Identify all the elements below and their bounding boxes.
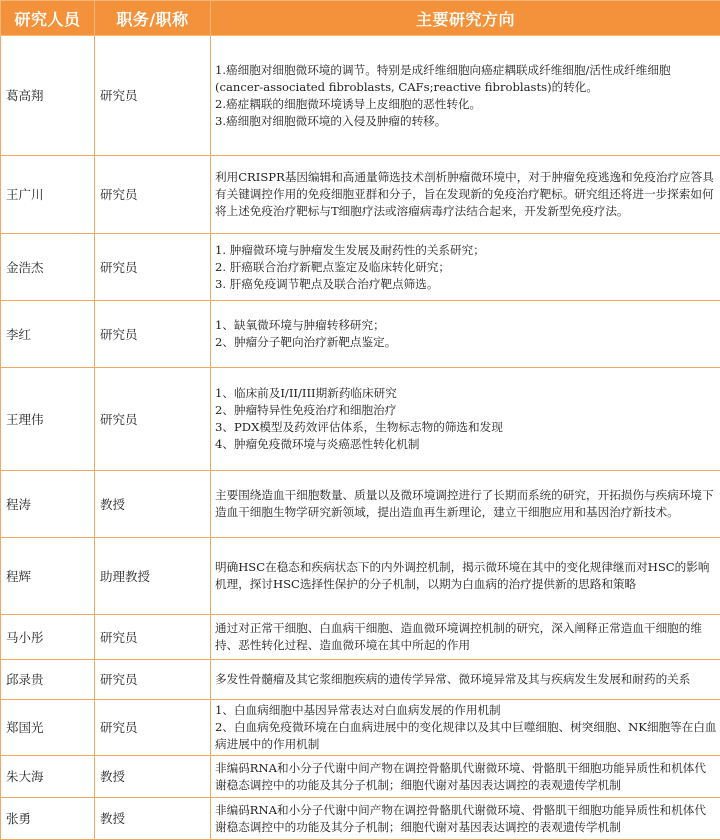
table-row <box>1 156 720 234</box>
research-direction <box>211 36 720 156</box>
researcher-name: 朱大海 <box>1 756 95 798</box>
researcher-name: 金浩杰 <box>1 234 95 301</box>
researcher-title: 教授 <box>95 756 211 798</box>
table-row <box>1 301 720 368</box>
research-item: 2、肿瘤分子靶向治疗新靶点鉴定。 <box>215 334 717 351</box>
header-position: 职务/职称 <box>95 1 211 36</box>
research-item: 3、PDX模型及药效评估体系，生物标志物的筛选和发现 <box>215 419 717 436</box>
researcher-name: 李红 <box>1 301 95 368</box>
research-direction <box>211 615 720 660</box>
research-item: 1、临床前及I/II/III期新药临床研究 <box>215 385 717 402</box>
research-direction <box>211 471 720 538</box>
table-row <box>1 756 720 798</box>
research-item: 1、缺氧微环境与肿瘤转移研究； <box>215 317 717 334</box>
research-item: 明确HSC在稳态和疾病状态下的内外调控机制，揭示微环境在其中的变化规律继而对HSC的影响机理，探讨HSC选择性保护的分子机制，以期为白血病的治疗提供新的思路和策略 <box>215 559 717 593</box>
research-direction <box>211 234 720 301</box>
header-researcher: 研究人员 <box>1 1 95 36</box>
table-row <box>1 471 720 538</box>
researcher-title: 研究员 <box>95 660 211 700</box>
research-item: 通过对正常干细胞、白血病干细胞、造血微环境调控机制的研究，深入阐释正常造血干细胞的维持、恶性转化过程、造血微环境在其中所起的作用 <box>215 620 717 654</box>
researcher-title: 教授 <box>95 798 211 840</box>
researcher-title: 教授 <box>95 471 211 538</box>
table-row <box>1 234 720 301</box>
researcher-name: 马小彤 <box>1 615 95 660</box>
researcher-name: 郑国光 <box>1 700 95 756</box>
researcher-title: 研究员 <box>95 301 211 368</box>
table-row <box>1 798 720 840</box>
researcher-name: 邱录贵 <box>1 660 95 700</box>
research-item: 2. 肝癌联合治疗新靶点鉴定及临床转化研究； <box>215 259 717 276</box>
researcher-title: 研究员 <box>95 368 211 471</box>
table-row <box>1 36 720 156</box>
research-direction <box>211 798 720 840</box>
research-direction <box>211 756 720 798</box>
research-direction <box>211 538 720 615</box>
table-header-row <box>1 1 720 36</box>
research-item: 利用CRISPR基因编辑和高通量筛选技术剖析肿瘤微环境中，对于肿瘤免疫逃逸和免疫治疗应答具有关键调控作用的免疫细胞亚群和分子，旨在发现新的免疫治疗靶标。研究组还将进一步探索如何将上述免疫治疗靶标与T细胞疗法或溶瘤病毒疗法结合起来，开发新型免疫疗法。 <box>215 169 717 220</box>
research-item: 4、肿瘤免疫微环境与炎癌恶性转化机制 <box>215 436 717 453</box>
researcher-name: 程辉 <box>1 538 95 615</box>
researcher-title: 研究员 <box>95 700 211 756</box>
table-row <box>1 660 720 700</box>
researcher-title: 研究员 <box>95 234 211 301</box>
research-item: 2、白血病免疫微环境在白血病进展中的变化规律以及其中巨噬细胞、树突细胞、NK细胞等在白血病进展中的作用机制 <box>215 719 717 753</box>
research-item: 3.癌细胞对细胞微环境的入侵及肿瘤的转移。 <box>215 113 717 130</box>
researcher-name: 葛高翔 <box>1 36 95 156</box>
researcher-title: 研究员 <box>95 36 211 156</box>
research-item: 1、白血病细胞中基因异常表达对白血病发展的作用机制 <box>215 702 717 719</box>
research-direction <box>211 660 720 700</box>
researcher-title: 研究员 <box>95 156 211 234</box>
researcher-title: 助理教授 <box>95 538 211 615</box>
research-item: 2、肿瘤特异性免疫治疗和细胞治疗 <box>215 402 717 419</box>
research-item: 多发性骨髓瘤及其它浆细胞疾病的遗传学异常、微环境异常及其与疾病发生发展和耐药的关系 <box>215 671 717 688</box>
research-item: 非编码RNA和小分子代谢中间产物在调控骨骼肌代谢微环境、骨骼肌干细胞功能异质性和机体代谢稳态调控中的功能及其分子机制；细胞代谢对基因表达调控的表观遗传学机制 <box>215 802 717 836</box>
researcher-name: 程涛 <box>1 471 95 538</box>
table-row <box>1 368 720 471</box>
research-direction <box>211 700 720 756</box>
table-row <box>1 700 720 756</box>
research-item: 1. 肿瘤微环境与肿瘤发生发展及耐药性的关系研究； <box>215 242 717 259</box>
researcher-name: 张勇 <box>1 798 95 840</box>
header-research-direction: 主要研究方向 <box>211 1 720 36</box>
research-item: 1.癌细胞对细胞微环境的调节。特别是成纤维细胞向癌症耦联成纤维细胞/活性成纤维细胞(cancer-associated fibroblasts, CAFs;reactive fibroblasts)的转化。 <box>215 62 717 96</box>
researcher-name: 王广川 <box>1 156 95 234</box>
research-item: 主要围绕造血干细胞数量、质量以及微环境调控进行了长期而系统的研究，开拓损伤与疾病环境下造血干细胞生物学研究新领域，提出造血再生新理论，建立干细胞应用和基因治疗新技术。 <box>215 487 717 521</box>
research-direction <box>211 301 720 368</box>
researcher-name: 王理伟 <box>1 368 95 471</box>
researcher-title: 研究员 <box>95 615 211 660</box>
table-row <box>1 615 720 660</box>
research-item: 2.癌症耦联的细胞微环境诱导上皮细胞的恶性转化。 <box>215 96 717 113</box>
research-item: 非编码RNA和小分子代谢中间产物在调控骨骼肌代谢微环境、骨骼肌干细胞功能异质性和机体代谢稳态调控中的功能及其分子机制；细胞代谢对基因表达调控的表观遗传学机制 <box>215 760 717 794</box>
table-row <box>1 538 720 615</box>
research-direction <box>211 368 720 471</box>
research-direction <box>211 156 720 234</box>
research-item: 3. 肝癌免疫调节靶点及联合治疗靶点筛选。 <box>215 276 717 293</box>
